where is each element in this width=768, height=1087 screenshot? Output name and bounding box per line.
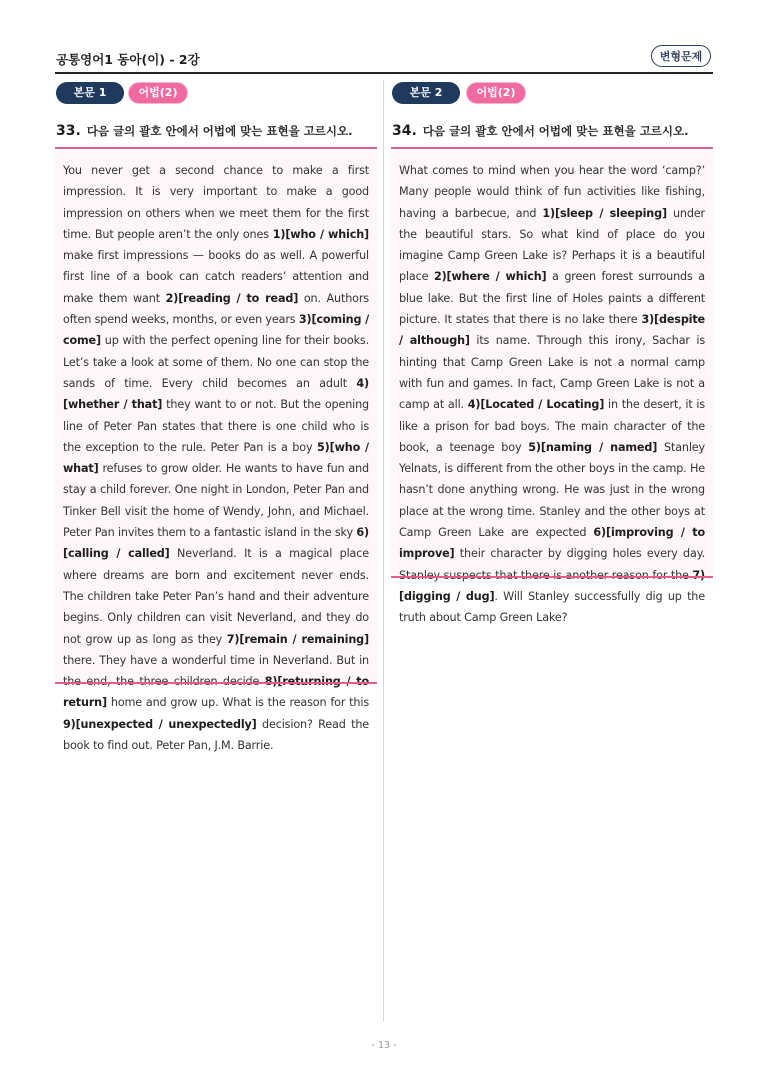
left-passage-segment: there. They have a wonderful time in Neverland. But in bbox=[63, 653, 369, 667]
page-number: - 13 - bbox=[371, 1040, 397, 1051]
right-passage-text bbox=[391, 152, 713, 625]
left-grammar-choice: 5)[who / what] bbox=[63, 440, 369, 476]
left-category-tag: 어법(2) bbox=[128, 82, 188, 104]
left-passage-tag: 본문 1 bbox=[56, 82, 124, 104]
left-passage-segment: home and grow up. What is the reason for this bbox=[106, 696, 369, 710]
left-passage-segment: up with the perfect opening line for their books. Let’s take a look at some of them. No one can stop the sands of time. Every child becomes an adult bbox=[63, 334, 369, 390]
right-grammar-choice: [digging / dug] bbox=[399, 589, 495, 603]
right-grammar-choice: 4)[Located / Locating] bbox=[467, 398, 605, 412]
right-question-text: 다음 글의 괄호 안에서 어법에 맞는 표현을 고르시오. bbox=[422, 124, 689, 138]
right-grammar-choice: 1)[sleep / sleeping] bbox=[542, 206, 667, 220]
right-grammar-choice: 3)[despite / although] bbox=[399, 313, 705, 348]
right-category-tag: 어법(2) bbox=[466, 82, 526, 104]
left-passage-segment: decision? Read the book to find out. Peter Pan, J.M. Barrie. bbox=[63, 717, 370, 753]
right-passage-segment: their character by digging holes every day. bbox=[459, 547, 705, 561]
left-passage-segment: refuses to grow older. He wants to have fun and stay a child forever. One night in London, Peter Pan and Tinker Bell visit the home of Wendy, John, and Michael. Peter Pan invites them to a fantastic island in the sky bbox=[63, 462, 369, 540]
left-passage-segment: on. Authors often spend weeks, months, or even years bbox=[63, 291, 369, 327]
right-question-number: 34. bbox=[392, 123, 417, 139]
right-passage-tag: 본문 2 bbox=[392, 82, 460, 104]
left-passage-segment: make first impressions — books do as well. A powerful first line of a book can catch readers’ attention and make them want bbox=[63, 249, 369, 305]
right-passage-segment: Stanley Yelnats, is different from the other boys in the camp. He hasn’t done anything wrong. He was just in the wrong place at the wrong time. Stanley and the other boys at Camp Green Lake are expected bbox=[399, 440, 706, 540]
right-passage-segment: What comes to mind when you hear the word ‘camp?’ Many people would think of fun activities like fishing, having a barbecue, and bbox=[399, 164, 705, 220]
left-question-text: 다음 글의 괄호 안에서 어법에 맞는 표현을 고르시오. bbox=[86, 124, 353, 138]
right-question-title bbox=[392, 123, 689, 139]
column-divider bbox=[383, 80, 384, 1022]
right-passage-segment: in the desert, it is like a prison for bad boys. The main character of the book, a teenage boy bbox=[399, 398, 705, 454]
left-grammar-choice: 2)[reading / to read] bbox=[165, 291, 299, 305]
left-passage-segment: they want to or not. But the opening line of Peter Pan states that there is one child who is the exception to the rule. Peter Pan is a boy bbox=[63, 398, 369, 454]
header-divider bbox=[55, 72, 713, 74]
left-grammar-choice: 3)[coming / come] bbox=[63, 313, 370, 348]
right-passage-segment: under the beautiful stars. So what kind of place do you imagine Camp Green Lake is? Perhaps it is a beautiful place bbox=[399, 206, 705, 284]
left-question-number: 33. bbox=[56, 123, 81, 139]
left-grammar-choice: 6)[calling / called] bbox=[63, 526, 369, 561]
right-passage-rule bbox=[391, 576, 713, 578]
left-passage-segment: You never get a second chance to make a first impression. It is very important to make a good impression on others when we meet them for the first time. But people aren’t the only ones bbox=[63, 164, 369, 241]
left-question-title bbox=[56, 123, 353, 139]
left-grammar-choice: 1)[who / which] bbox=[272, 227, 369, 241]
right-passage-segment: . Will Stanley successfully dig up the truth about Camp Green Lake? bbox=[399, 589, 705, 625]
right-grammar-choice: 2)[where / which] bbox=[433, 270, 547, 284]
right-question-rule bbox=[391, 147, 713, 149]
left-passage-rule bbox=[55, 682, 377, 684]
left-grammar-choice: return] bbox=[63, 696, 107, 710]
left-passage-segment: Neverland. It is a magical place where dreams are born and excitement never ends. The children take Peter Pan’s hand and their adventure begins. Only children can visit Neverland, and they do not grow up as long as they bbox=[63, 547, 369, 646]
left-question-rule bbox=[55, 147, 377, 149]
variant-question-badge: 변형문제 bbox=[651, 45, 711, 67]
left-grammar-choice: 9)[unexpected / unexpectedly] bbox=[63, 717, 257, 731]
right-grammar-choice: 5)[naming / named] bbox=[528, 440, 658, 454]
right-grammar-choice: 6)[improving / to improve] bbox=[399, 526, 705, 561]
left-grammar-choice: 7)[remain / remaining] bbox=[226, 632, 369, 646]
left-grammar-choice: 4)[whether / that] bbox=[63, 376, 369, 412]
right-passage-segment: its name. Through this irony, Sachar is hinting that Camp Green Lake is not a normal camp with fun and games. In fact, Camp Green Lake is not a camp at all. bbox=[399, 334, 705, 412]
page-header-title: 공통영어1 동아(이) - 2강 bbox=[56, 52, 200, 67]
right-passage-segment: a green forest surrounds a blue lake. But the first line of Holes paints a different picture. It states that there is no lake there bbox=[399, 270, 705, 327]
left-passage-text bbox=[55, 152, 377, 753]
